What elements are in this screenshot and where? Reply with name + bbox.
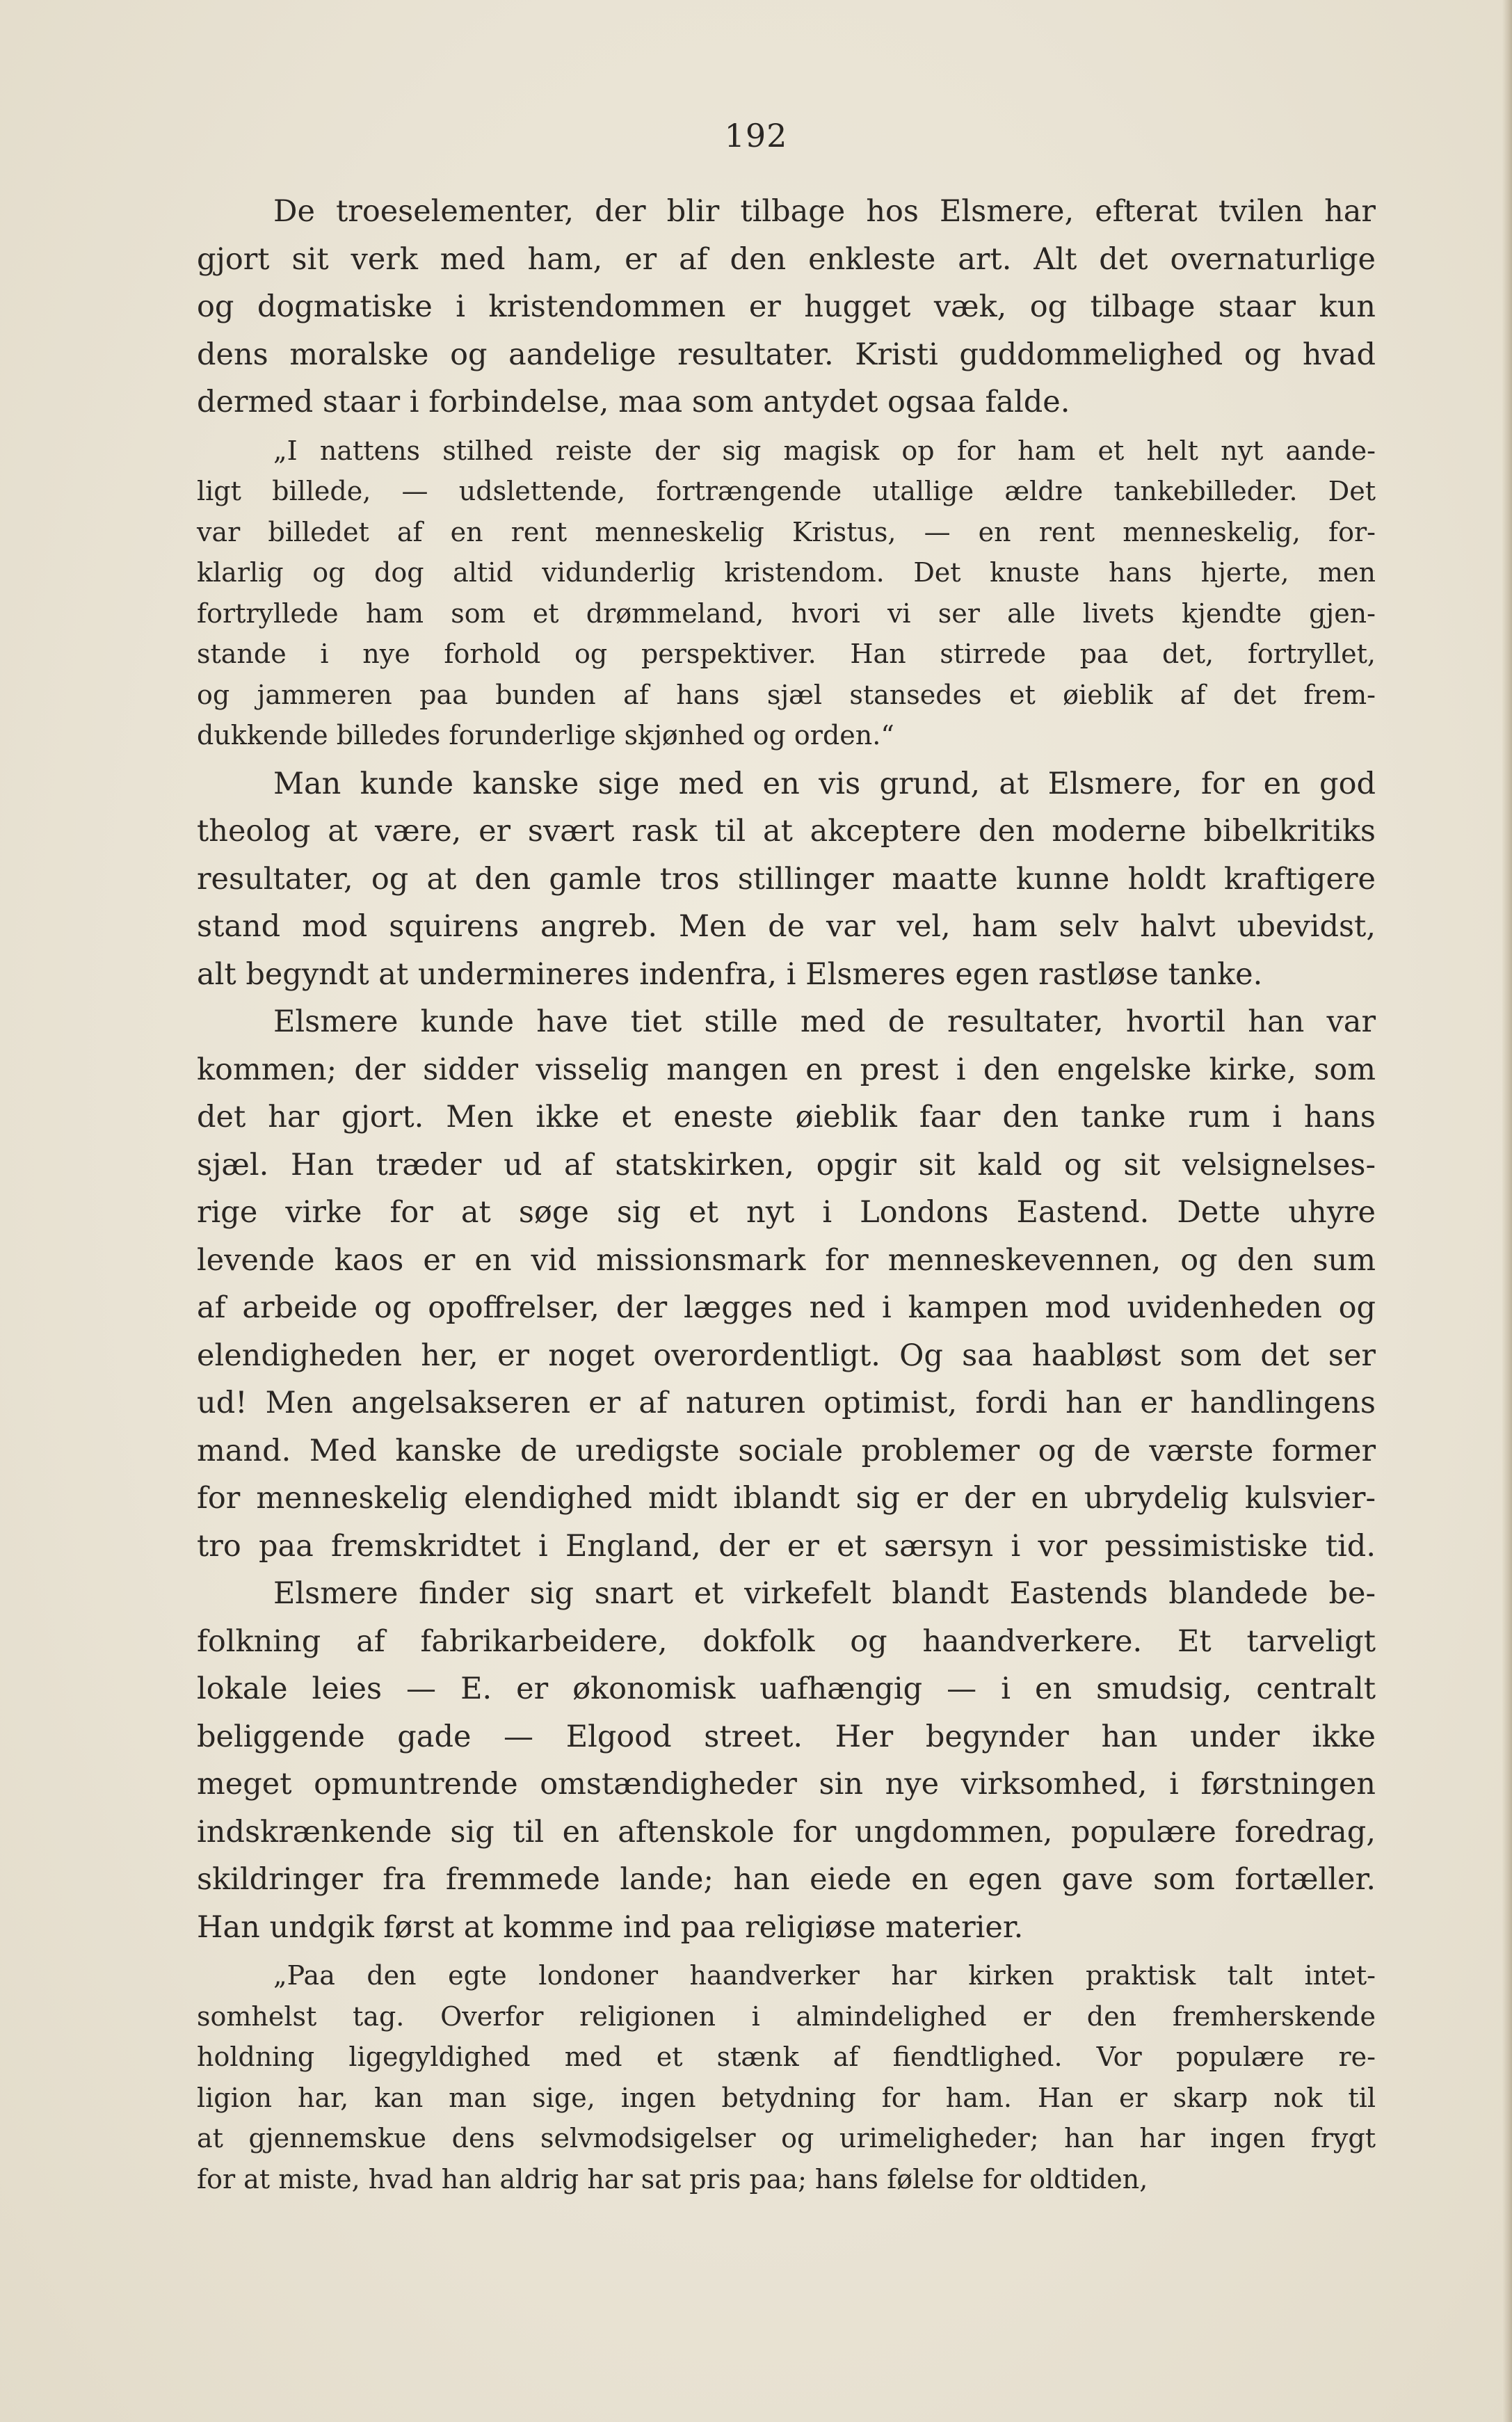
text-line: ligt billede, — udslettende, fortrængende utallige ældre tankebilleder. Det	[197, 476, 1376, 506]
paragraph	[197, 1570, 1376, 1951]
text-line: dens moralske og aandelige resultater. Kristi guddommelighed og hvad	[197, 337, 1376, 372]
text-line: ligion har, kan man sige, ingen betydning for ham. Han er skarp nok til	[197, 2082, 1376, 2113]
text-line: tro paa fremskridtet i England, der er et særsyn i vor pessimistiske tid.	[197, 1528, 1376, 1564]
text-line: alt begyndt at undermineres indenfra, i Elsmeres egen rastløse tanke.	[197, 956, 1263, 992]
text-line: dukkende billedes forunderlige skjønhed og orden.“	[197, 720, 894, 751]
text-line: for menneskelig elendighed midt iblandt sig er der en ubrydelig kulsvier-	[197, 1481, 1376, 1516]
text-line: fortryllede ham som et drømmeland, hvori vi ser alle livets kjendte gjen-	[197, 598, 1376, 629]
text-line: resultater, og at den gamle tros stillinger maatte kunne holdt kraftigere	[197, 861, 1376, 897]
text-line: af arbeide og opoffrelser, der lægges ned i kampen mod uvidenheden og	[197, 1290, 1376, 1325]
paragraph	[197, 1951, 1376, 2204]
text-line: klarlig og dog altid vidunderlig kristendom. Det knuste hans hjerte, men	[197, 557, 1376, 588]
page-number: 192	[724, 117, 788, 154]
text-line: dermed staar i forbindelse, maa som antydet ogsaa falde.	[197, 385, 1070, 419]
text-body	[197, 188, 1376, 2204]
text-line: levende kaos er en vid missionsmark for menneskevennen, og den sum	[197, 1242, 1376, 1278]
paragraph	[197, 760, 1376, 999]
text-line: Man kunde kanske sige med en vis grund, at Elsmere, for en god	[273, 766, 1376, 801]
text-line: stande i nye forhold og perspektiver. Han stirrede paa det, fortryllet,	[197, 639, 1376, 669]
text-line: var billedet af en rent menneskelig Kristus, — en rent menneskelig, for-	[197, 516, 1376, 547]
text-line: folkning af fabrikarbeidere, dokfolk og haandverkere. Et tarveligt	[197, 1623, 1376, 1659]
text-line: og jammeren paa bunden af hans sjæl stansedes et øieblik af det frem-	[197, 679, 1376, 710]
text-line: somhelst tag. Overfor religionen i almindelighed er den fremherskende	[197, 2000, 1376, 2032]
text-line: „I nattens stilhed reiste der sig magisk op for ham et helt nyt aande-	[273, 435, 1376, 466]
paragraph	[197, 188, 1376, 426]
text-line: holdning ligegyldighed med et stænk af fiendtlighed. Vor populære re-	[197, 2042, 1376, 2072]
text-line: elendigheden her, er noget overordentligt. Og saa haabløst som det ser	[197, 1338, 1376, 1373]
text-line: „Paa den egte londoner haandverker har kirken praktisk talt intet-	[273, 1960, 1376, 1991]
text-line: kommen; der sidder visselig mangen en prest i den engelske kirke, som	[197, 1052, 1376, 1087]
paragraph	[197, 998, 1376, 1570]
text-line: stand mod squirens angreb. Men de var vel, ham selv halvt ubevidst,	[197, 909, 1376, 944]
text-line: ud! Men angelsakseren er af naturen optimist, fordi han er handlingens	[197, 1386, 1376, 1420]
text-line: De troeselementer, der blir tilbage hos Elsmere, efterat tvilen har	[273, 194, 1376, 229]
text-line: Han undgik først at komme ind paa religiøse materier.	[197, 1909, 1024, 1945]
text-line: det har gjort. Men ikke et eneste øieblik faar den tanke rum i hans	[197, 1100, 1376, 1134]
text-line: at gjennemskue dens selvmodsigelser og urimeligheder; han har ingen frygt	[197, 2123, 1376, 2154]
text-line: skildringer fra fremmede lande; han eiede en egen gave som fortæller.	[197, 1862, 1376, 1897]
text-line: Elsmere kunde have tiet stille med de resultater, hvortil han var	[273, 1004, 1376, 1039]
text-line: for at miste, hvad han aldrig har sat pris paa; hans følelse for oldtiden,	[197, 2163, 1148, 2195]
text-line: indskrænkende sig til en aftenskole for ungdommen, populære foredrag,	[197, 1814, 1376, 1850]
text-line: lokale leies — E. er økonomisk uafhængig — i en smudsig, centralt	[197, 1671, 1376, 1706]
text-line: theolog at være, er svært rask til at akceptere den moderne bibelkritiks	[197, 814, 1376, 849]
text-line: rige virke for at søge sig et nyt i Londons Eastend. Dette uhyre	[197, 1195, 1376, 1230]
text-line: sjæl. Han træder ud af statskirken, opgir sit kald og sit velsignelses-	[197, 1147, 1376, 1182]
text-line: Elsmere finder sig snart et virkefelt blandt Eastends blandede be-	[273, 1576, 1376, 1611]
text-line: gjort sit verk med ham, er af den enkleste art. Alt det overnaturlige	[197, 241, 1376, 277]
paragraph	[197, 426, 1376, 760]
text-line: beliggende gade — Elgood street. Her begynder han under ikke	[197, 1719, 1376, 1754]
text-line: meget opmuntrende omstændigheder sin nye virksomhed, i førstningen	[197, 1767, 1376, 1802]
text-line: mand. Med kanske de uredigste sociale problemer og de værste former	[197, 1433, 1376, 1468]
text-line: og dogmatiske i kristendommen er hugget væk, og tilbage staar kun	[197, 289, 1376, 324]
page-edge	[1502, 0, 1512, 2422]
